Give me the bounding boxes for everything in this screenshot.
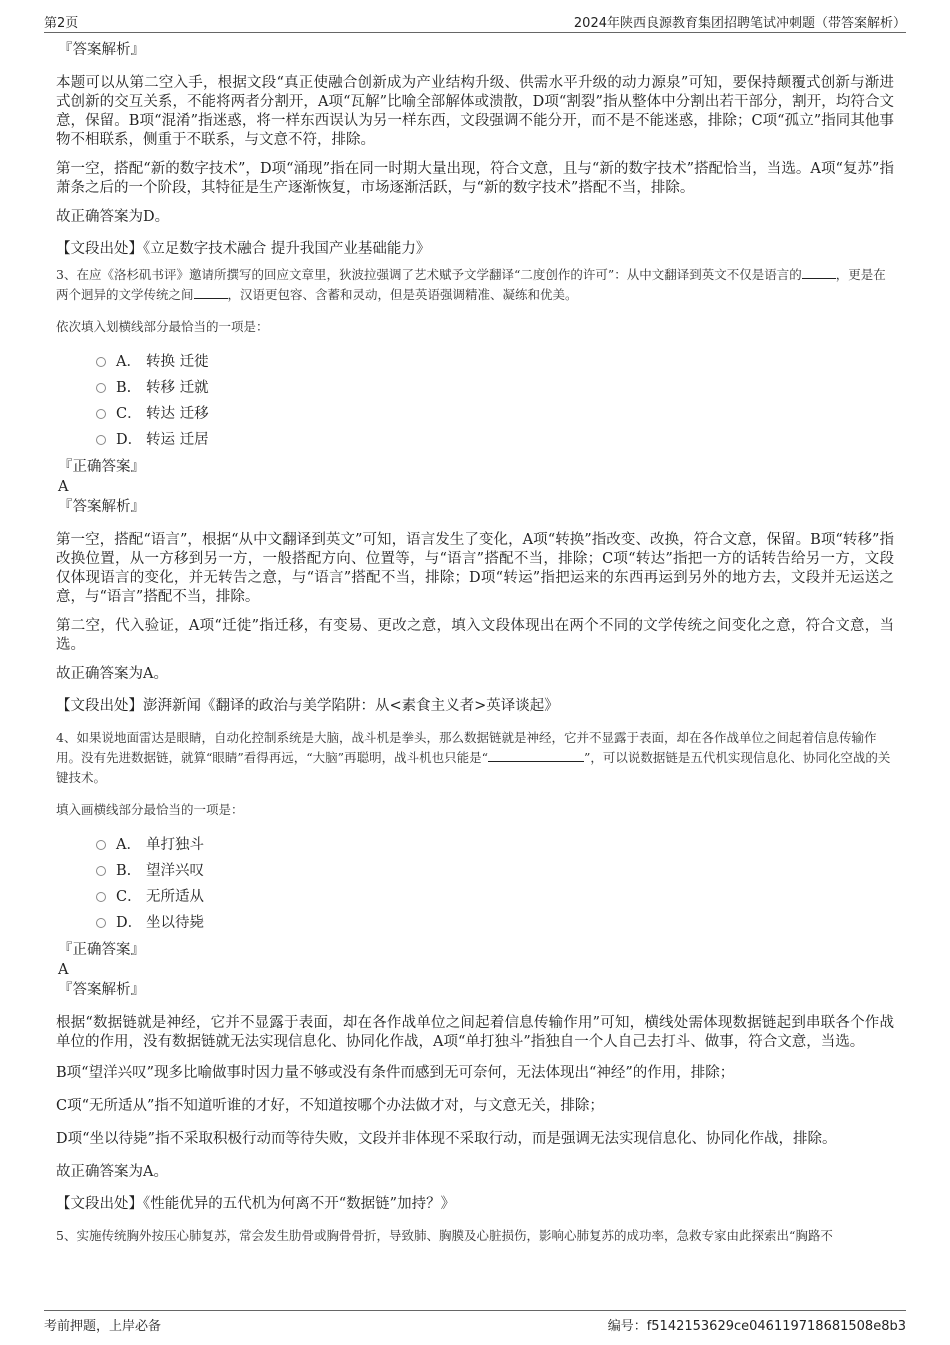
- correct-answer: A: [58, 962, 69, 978]
- option-b[interactable]: B. 望洋兴叹: [96, 858, 894, 884]
- analysis-paragraph: C项“无所适从”指不知道听谁的才好，不知道按哪个办法做才对，与文意无关，排除；: [56, 1098, 604, 1114]
- option-c[interactable]: C． 转达 迁移: [96, 401, 894, 427]
- analysis-paragraph: 第一空，搭配“新的数字技术”，D项“涌现”指在同一时期大量出现，符合文意，且与“新的数字技术”搭配恰当，当选。A项“复苏”指萧条之后的一个阶段，其特征是生产逐渐恢复，市场逐渐活跃，与“新的数字技术”搭配不当，排除。: [56, 161, 894, 196]
- source-citation: 【文段出处】澎湃新闻《翻译的政治与美学陷阱：从<素食主义者>英译谈起》: [56, 698, 559, 714]
- option-d[interactable]: D． 坐以待毙: [96, 910, 894, 936]
- analysis-heading: 『答案解析』: [58, 982, 145, 998]
- analysis-heading: 『答案解析』: [58, 499, 145, 515]
- radio-icon[interactable]: [96, 892, 106, 902]
- option-a[interactable]: A． 转换 迁徙: [96, 349, 894, 375]
- option-a[interactable]: A． 单打独斗: [96, 832, 894, 858]
- radio-icon[interactable]: [96, 866, 106, 876]
- question-3-stem: 3、在应《洛杉矶书评》邀请所撰写的回应文章里，狄波拉强调了艺术赋予文学翻译“二度创作的许可”：从中文翻译到英文不仅是语言的 ，更是在两个迥异的文学传统之间 ，汉语更包容、含蓄和灵动，但是英语强调精准、凝练和优美。: [56, 267, 886, 302]
- radio-icon[interactable]: [96, 383, 106, 393]
- question-5-stem: 5、实施传统胸外按压心肺复苏，常会发生肋骨或胸骨骨折，导致肺、胸膜及心脏损伤，影响心肺复苏的成功率，急救专家由此探索出“胸路不: [56, 1228, 833, 1243]
- page-number: 第2页: [44, 16, 79, 31]
- analysis-paragraph: B项“望洋兴叹”现多比喻做事时因力量不够或没有条件而感到无可奈何，无法体现出“神经”的作用，排除；: [56, 1065, 735, 1081]
- radio-icon[interactable]: [96, 918, 106, 928]
- question-4-stem: 4、如果说地面雷达是眼睛，自动化控制系统是大脑，战斗机是拳头，那么数据链就是神经，它并不显露于表面，却在各作战单位之间起着信息传输作用。没有先进数据链，就算“眼睛”看得再远，“大脑”再聪明，战斗机也只能是“ ”，可以说数据链是五代机实现信息化、协同化空战的关键技术。: [56, 730, 891, 785]
- document-id: 编号：f5142153629ce046119718681508e8b3: [607, 1319, 906, 1334]
- source-citation: 【文段出处】《性能优异的五代机为何离不开“数据链”加持？》: [56, 1196, 456, 1212]
- source-citation: 【文段出处】《立足数字技术融合 提升我国产业基础能力》: [56, 241, 431, 257]
- correct-answer: A: [58, 479, 69, 495]
- analysis-paragraph: 第一空，搭配“语言”，根据“从中文翻译到英文”可知，语言发生了变化，A项“转换”指改变、改换，符合文意，保留。B项“转移”指改换位置，从一方移到另一方，一般搭配方向、位置等，与“语言”搭配不当，排除；C项“转达”指把一方的话转告给另一方，文段仅体现语言的变化，并无转告之意，与“语言”搭配不当，排除；D项“转运”指把运来的东西再运到另外的地方去，文段并无运送之意，与“语言”搭配不当，排除。: [56, 532, 894, 605]
- answer-blank: [802, 266, 836, 279]
- page-footer: [44, 1310, 906, 1333]
- analysis-heading: 『答案解析』: [58, 42, 145, 58]
- analysis-conclusion: 故正确答案为A。: [56, 666, 168, 682]
- footer-slogan: 考前押题，上岸必备: [44, 1319, 162, 1334]
- document-body: [56, 40, 894, 1246]
- page-header: [44, 10, 906, 33]
- answer-blank: [194, 286, 228, 299]
- analysis-paragraph: D项“坐以待毙”指不采取积极行动而等待失败，文段并非体现不采取行动，而是强调无法实现信息化、协同化作战，排除。: [56, 1131, 837, 1147]
- radio-icon[interactable]: [96, 409, 106, 419]
- radio-icon[interactable]: [96, 840, 106, 850]
- question-4-prompt: 填入画横线部分最恰当的一项是：: [56, 802, 244, 817]
- option-c[interactable]: C． 无所适从: [96, 884, 894, 910]
- question-3-prompt: 依次填入划横线部分最恰当的一项是：: [56, 319, 269, 334]
- analysis-paragraph: 根据“数据链就是神经，它并不显露于表面，却在各作战单位之间起着信息传输作用”可知，横线处需体现数据链起到串联各个作战单位的作用，没有数据链就无法实现信息化、协同化作战，A项“单打独斗”指独自一个人自己去打斗、做事，符合文意，当选。: [56, 1015, 894, 1050]
- analysis-paragraph: 第二空，代入验证，A项“迁徙”指迁移，有变易、更改之意，填入文段体现出在两个不同的文学传统之间变化之意，符合文意，当选。: [56, 618, 894, 653]
- radio-icon[interactable]: [96, 435, 106, 445]
- analysis-conclusion: 故正确答案为A。: [56, 1164, 168, 1180]
- correct-answer-heading: 『正确答案』: [58, 459, 145, 475]
- correct-answer-heading: 『正确答案』: [58, 942, 145, 958]
- answer-blank: [488, 749, 584, 762]
- radio-icon[interactable]: [96, 357, 106, 367]
- option-d[interactable]: D． 转运 迁居: [96, 427, 894, 453]
- analysis-paragraph: 本题可以从第二空入手，根据文段“真正使融合创新成为产业结构升级、供需水平升级的动力源泉”可知，要保持颠覆式创新与渐进式创新的交互关系，不能将两者分割开，A项“瓦解”比喻全部解体或溃散，D项“割裂”指从整体中分割出若干部分，割开，均符合文意，保留。B项“混淆”指迷惑，将一样东西误认为另一样东西，文段强调不能分开，而不是不能迷惑，排除；C项“孤立”指同其他事物不相联系，侧重于不联系，与文意不符，排除。: [56, 75, 894, 148]
- option-b[interactable]: B. 转移 迁就: [96, 375, 894, 401]
- question-3-options: [96, 349, 894, 453]
- document-title: 2024年陕西良源教育集团招聘笔试冲刺题（带答案解析）: [573, 16, 906, 31]
- analysis-conclusion: 故正确答案为D。: [56, 209, 170, 225]
- question-4-options: [96, 832, 894, 936]
